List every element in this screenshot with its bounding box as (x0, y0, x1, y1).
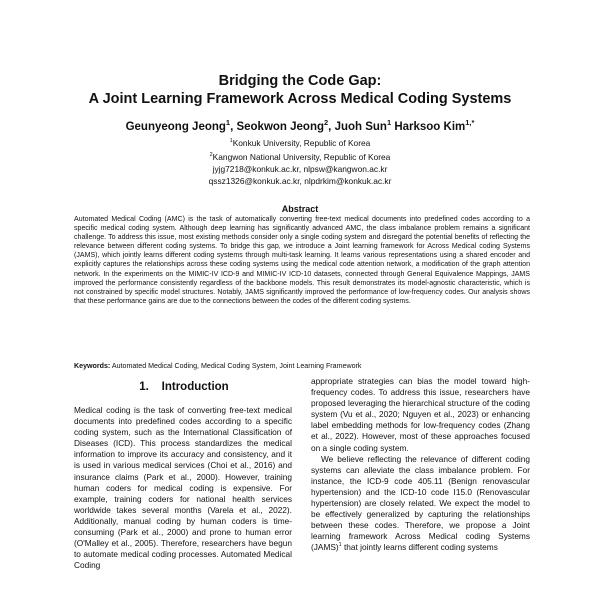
author-list: Geunyeong Jeong$^1$, Seokwon Jeong$^2$, Juoh Sun$^1$ Harksoo Kim$^{1,*}$ (125, 118, 475, 133)
keywords-text: Automated Medical Coding, Medical Coding System, Joint Learning Framework (111, 362, 362, 370)
paper-title (0, 72, 600, 108)
intro-paragraph: Medical coding is the task of converting free-text medical documents into predefined codes according to a specific coding system, such as the International Classification of Diseases (ICD). This process standardizes the medical information to improve its accuracy and consistency, and it is used in various medical services (Choi et al., 2016) and insurance claims (Park et al., 2000). However, training human coders for medical coding is expensive. For example, training coders for national health services worldwide takes several months (Varela et al., 2022). Additionally, manual coding by human coders is time-consuming (Park et al., 2000) and prone to human error (O'Malley et al., 2005). Therefore, researchers have begun to automate medical coding processes. Automated Medical Coding (74, 405, 292, 571)
paragraph-text: that jointly learns different coding systems (341, 542, 498, 553)
right-column (311, 376, 530, 554)
intro-paragraph-continued: appropriate strategies can bias the model toward high-frequency codes. To address this issue, researchers have proposed leveraging the hierarchical structure of the coding system (Vu et al., 2020; Nguyen et al., 2023) or enhancing label embedding methods for low-frequency codes (Zhang et al., 2022). However, most of these approaches focused on a single coding system. (311, 376, 530, 453)
title-line-2: A Joint Learning Framework Across Medical Coding Systems (88, 91, 512, 107)
author-name: Geunyeong Jeong (125, 121, 226, 133)
affiliation-mark: 2 (209, 152, 213, 159)
affiliation-1 (0, 138, 600, 148)
section-number: 1. (139, 381, 149, 393)
affiliation-mark: 1 (229, 138, 233, 145)
author-name: Juoh Sun (334, 121, 387, 133)
intro-paragraph (311, 454, 530, 554)
keywords (74, 362, 530, 371)
section-title: Introduction (161, 381, 229, 393)
author-name: Harksoo Kim (394, 121, 466, 133)
paragraph-text: We believe reflecting the relevance of different coding systems can alleviate the class imbalance problem. For instance, the ICD-9 code 405.11 (Benign renovascular hypertension) and the ICD-10 code I15.0 (Renovascular hypertension) are closely related. We expect the model to be effectively generalized by capturing the relationships between these codes. Therefore, we propose a Joint learning framework Across Medical coding Systems (JAMS) (311, 453, 530, 553)
author-affil-mark: 1,* (465, 118, 475, 128)
left-column (74, 405, 292, 571)
affiliation-text: Kangwon National University, Republic of Korea (212, 152, 391, 162)
affiliation-text: Konkuk University, Republic of Korea (232, 138, 371, 148)
author-affil-mark: 2 (324, 118, 329, 128)
author-name: Seokwon Jeong (236, 121, 325, 133)
abstract-heading: Abstract (281, 204, 319, 214)
author-affil-mark: 1 (225, 118, 231, 128)
email-line-1: jyjg7218@konkuk.ac.kr, nlpsw@kangwon.ac.kr (212, 164, 388, 174)
section-heading-introduction (74, 381, 294, 393)
title-line-1: Bridging the Code Gap: (218, 73, 382, 89)
keywords-label: Keywords: (74, 362, 111, 370)
affiliation-2 (0, 152, 600, 162)
author-affil-mark: 1 (386, 118, 392, 128)
email-line-2: qssz1326@konkuk.ac.kr, nlpdrkim@konkuk.ac.kr (208, 176, 392, 186)
footnote-mark: 1 (338, 542, 342, 549)
abstract-text: Automated Medical Coding (AMC) is the task of automatically converting free-text medical documents into predefined codes according to a specific medical coding system. Although deep learning has significantly advanced AMC, the class imbalance problem remains a significant challenge. To address this issue, most existing methods consider only a single coding system and disregard the potential benefits of reflecting the relevance between different coding systems. To bridge this gap, we introduce a Joint learning framework for Across Medical coding Systems (JAMS), which jointly learns different coding systems through multi-task learning. It learns various representations using a shared encoder and explicitly captures the relationships across these coding systems using the medical code attention network, a modification of the graph attention network. In the experiments on the MIMIC-IV ICD-9 and MIMIC-IV ICD-10 datasets, connected through General Equivalence Mappings, JAMS improved the performance consistently regardless of the backbone models. This result demonstrates its model-agnostic characteristic, which is not constrained by specific model structures. Notably, JAMS significantly improved the performance of low-frequency codes. Our analysis shows that these performance gains are due to the connections between the codes of the different coding systems. (74, 216, 530, 305)
